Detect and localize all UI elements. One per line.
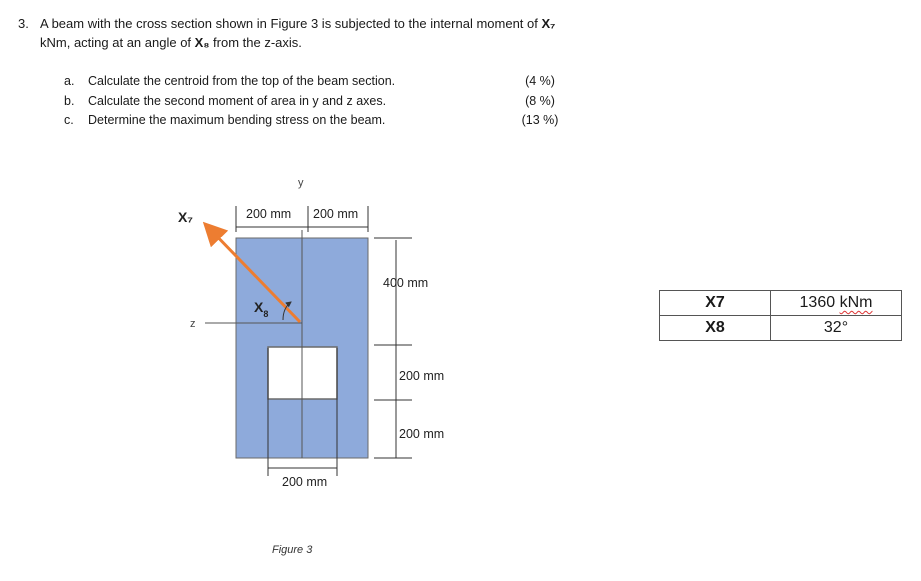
- table-key: X8: [660, 316, 771, 341]
- value-unit: kNm: [839, 294, 873, 311]
- z-axis-label: z: [190, 318, 196, 330]
- question-line1: A beam with the cross section shown in Figure 3 is subjected to the internal moment of: [40, 16, 542, 31]
- y-axis-label: y: [298, 177, 304, 189]
- dim-top-right: 200 mm: [313, 207, 359, 221]
- moment-variable: X₇: [541, 16, 556, 31]
- question-line2: kNm, acting at an angle of: [40, 35, 195, 50]
- question-line2-end: from the z-axis.: [209, 35, 302, 50]
- part-label: a.: [64, 74, 75, 88]
- part-label: c.: [64, 113, 74, 127]
- angle-label: $X_8$: [254, 299, 269, 319]
- table-row: [660, 291, 902, 316]
- part-text: Calculate the second moment of area in y and z axes.: [88, 93, 387, 108]
- question-number: 3.: [18, 16, 29, 31]
- dim-top-left: 200 mm: [246, 207, 292, 221]
- part-text: Determine the maximum bending stress on the beam.: [88, 113, 386, 127]
- table-value: 32°: [771, 316, 902, 341]
- dim-bottom: 200 mm: [282, 475, 328, 489]
- marks-b: (8 %): [525, 93, 555, 108]
- dim-right-3: 200 mm: [399, 427, 445, 441]
- part-text: Calculate the centroid from the top of the beam section.: [88, 74, 396, 88]
- moment-label: X₇: [178, 209, 193, 225]
- marks-a: (4 %): [525, 74, 555, 88]
- dim-right-1: 400 mm: [383, 276, 429, 290]
- table-key: X7: [660, 291, 771, 316]
- values-table: [659, 290, 902, 341]
- dim-right-2: 200 mm: [399, 369, 445, 383]
- marks-c: (13 %): [521, 113, 559, 127]
- table-row: [660, 316, 902, 341]
- figure-caption: Figure 3: [272, 544, 313, 556]
- angle-variable: X₈: [194, 35, 210, 50]
- part-label: b.: [64, 93, 75, 108]
- value-number: 1360: [799, 294, 836, 311]
- table-value: [771, 291, 902, 316]
